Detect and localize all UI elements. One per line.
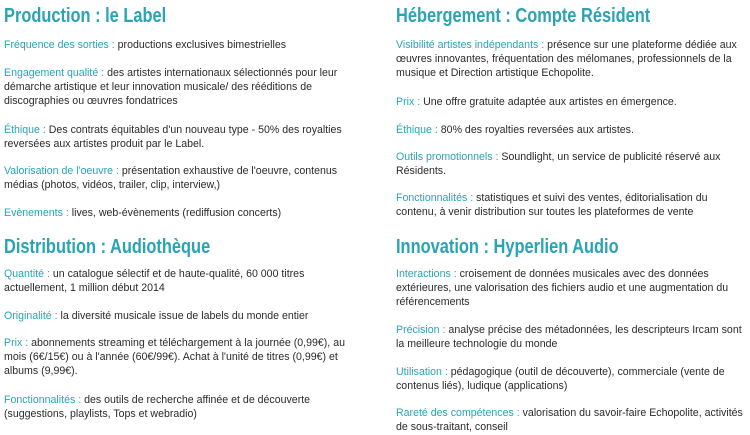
section-title-hebergement: Hébergement : Compte Résident xyxy=(396,5,651,27)
innovation-item-precision xyxy=(396,323,746,351)
production-item-ethique xyxy=(4,123,349,151)
item-text: Une offre gratuite adaptée aux artistes en émergence. xyxy=(423,96,677,108)
item-label: Prix : xyxy=(396,96,421,108)
innovation-item-interactions xyxy=(396,267,746,309)
item-text: pédagogique (outil de découverte), commerciale (vente de contenus liés), ludique (applications) xyxy=(396,366,725,392)
item-label: Fonctionnalités : xyxy=(396,192,474,204)
section-innovation xyxy=(396,235,746,433)
hebergement-item-fonctionnalites xyxy=(396,191,746,219)
distribution-item-originalite xyxy=(4,309,308,323)
item-text: des outils de recherche affinée et de découverte (suggestions, playlists, Tops et webradio) xyxy=(4,394,311,420)
item-text: des artistes internationaux sélectionnés pour leur démarche artistique et leur innovation musicale/ des rééditions de discographies ou œuvres fondatrices xyxy=(4,67,338,107)
production-item-frequence xyxy=(4,38,286,52)
item-text: Soundlight, un service de publicité réservé aux Résidents. xyxy=(396,151,721,177)
item-text: présentation exhaustive de l'oeuvre, contenus médias (photos, vidéos, trailer, clip, interview,) xyxy=(4,165,338,191)
distribution-item-prix xyxy=(4,336,349,378)
hebergement-item-ethique xyxy=(396,123,634,137)
item-label: Rareté des compétences : xyxy=(396,407,520,419)
innovation-item-utilisation xyxy=(396,365,746,393)
section-title-distribution: Distribution : Audiothèque xyxy=(4,236,211,258)
item-label: Evènements : xyxy=(4,207,69,219)
item-text: abonnements streaming et téléchargement à la journée (0,99€), au mois (6€/15€) ou à l'année (60€/99€). Achat à l'unité de titres (0,99€) et albums (9,99€). xyxy=(4,337,345,377)
item-text: la diversité musicale issue de labels du monde entier xyxy=(60,310,309,322)
section-title-innovation: Innovation : Hyperlien Audio xyxy=(396,236,619,258)
distribution-item-fonctionnalites xyxy=(4,393,349,421)
distribution-item-quantite xyxy=(4,267,349,295)
item-label: Utilisation : xyxy=(396,366,448,378)
item-label: Originalité : xyxy=(4,310,58,322)
section-hebergement xyxy=(396,4,746,218)
item-label: Éthique : xyxy=(4,124,46,136)
item-text: valorisation du savoir-faire Echopolite, activités de sous-traitant, conseil xyxy=(396,407,743,433)
item-label: Éthique : xyxy=(396,124,438,136)
item-text: Des contrats équitables d'un nouveau type - 50% des royalties reversées aux artistes produit par le Label. xyxy=(4,124,342,150)
production-item-evenements xyxy=(4,206,281,220)
item-label: Visibilité artistes indépendants : xyxy=(396,39,545,51)
hebergement-item-visibilite xyxy=(396,38,746,80)
item-text: analyse précise des métadonnées, les descripteurs Ircam sont la meilleure technologie du monde xyxy=(396,324,742,350)
item-text: productions exclusives bimestrielles xyxy=(117,39,287,51)
item-text: présence sur une plateforme dédiée aux œuvres innovantes, fréquentation des mélomanes, professionnels de la musique et Direction artistique Echopolite. xyxy=(396,39,737,79)
item-text: 80% des royalties reversées aux artistes. xyxy=(440,124,634,136)
hebergement-item-prix xyxy=(396,95,677,109)
item-label: Prix : xyxy=(4,337,29,349)
item-label: Interactions : xyxy=(396,268,457,280)
section-distribution xyxy=(4,235,349,420)
section-production xyxy=(4,4,349,219)
item-text: statistiques et suivi des ventes, éditorialisation du contenu, à venir distribution sur toutes les plateformes de vente xyxy=(396,192,708,218)
production-item-valorisation xyxy=(4,164,349,192)
item-label: Valorisation de l'oeuvre : xyxy=(4,165,119,177)
item-label: Engagement qualité : xyxy=(4,67,105,79)
item-label: Quantité : xyxy=(4,268,50,280)
item-label: Fonctionnalités : xyxy=(4,394,82,406)
innovation-item-rarete xyxy=(396,406,746,434)
item-text: un catalogue sélectif et de haute-qualité, 60 000 titres actuellement, 1 million début 2014 xyxy=(4,268,305,294)
hebergement-item-outils xyxy=(396,150,746,178)
item-label: Fréquence des sorties : xyxy=(4,39,115,51)
item-label: Outils promotionnels : xyxy=(396,151,499,163)
item-label: Précision : xyxy=(396,324,446,336)
section-title-production: Production : le Label xyxy=(4,5,167,27)
item-text: lives, web-évènements (rediffusion concerts) xyxy=(71,207,282,219)
production-item-engagement xyxy=(4,66,349,108)
item-text: croisement de données musicales avec des données extérieures, une valorisation des fichiers audio et une augmentation du référencements xyxy=(396,268,729,308)
